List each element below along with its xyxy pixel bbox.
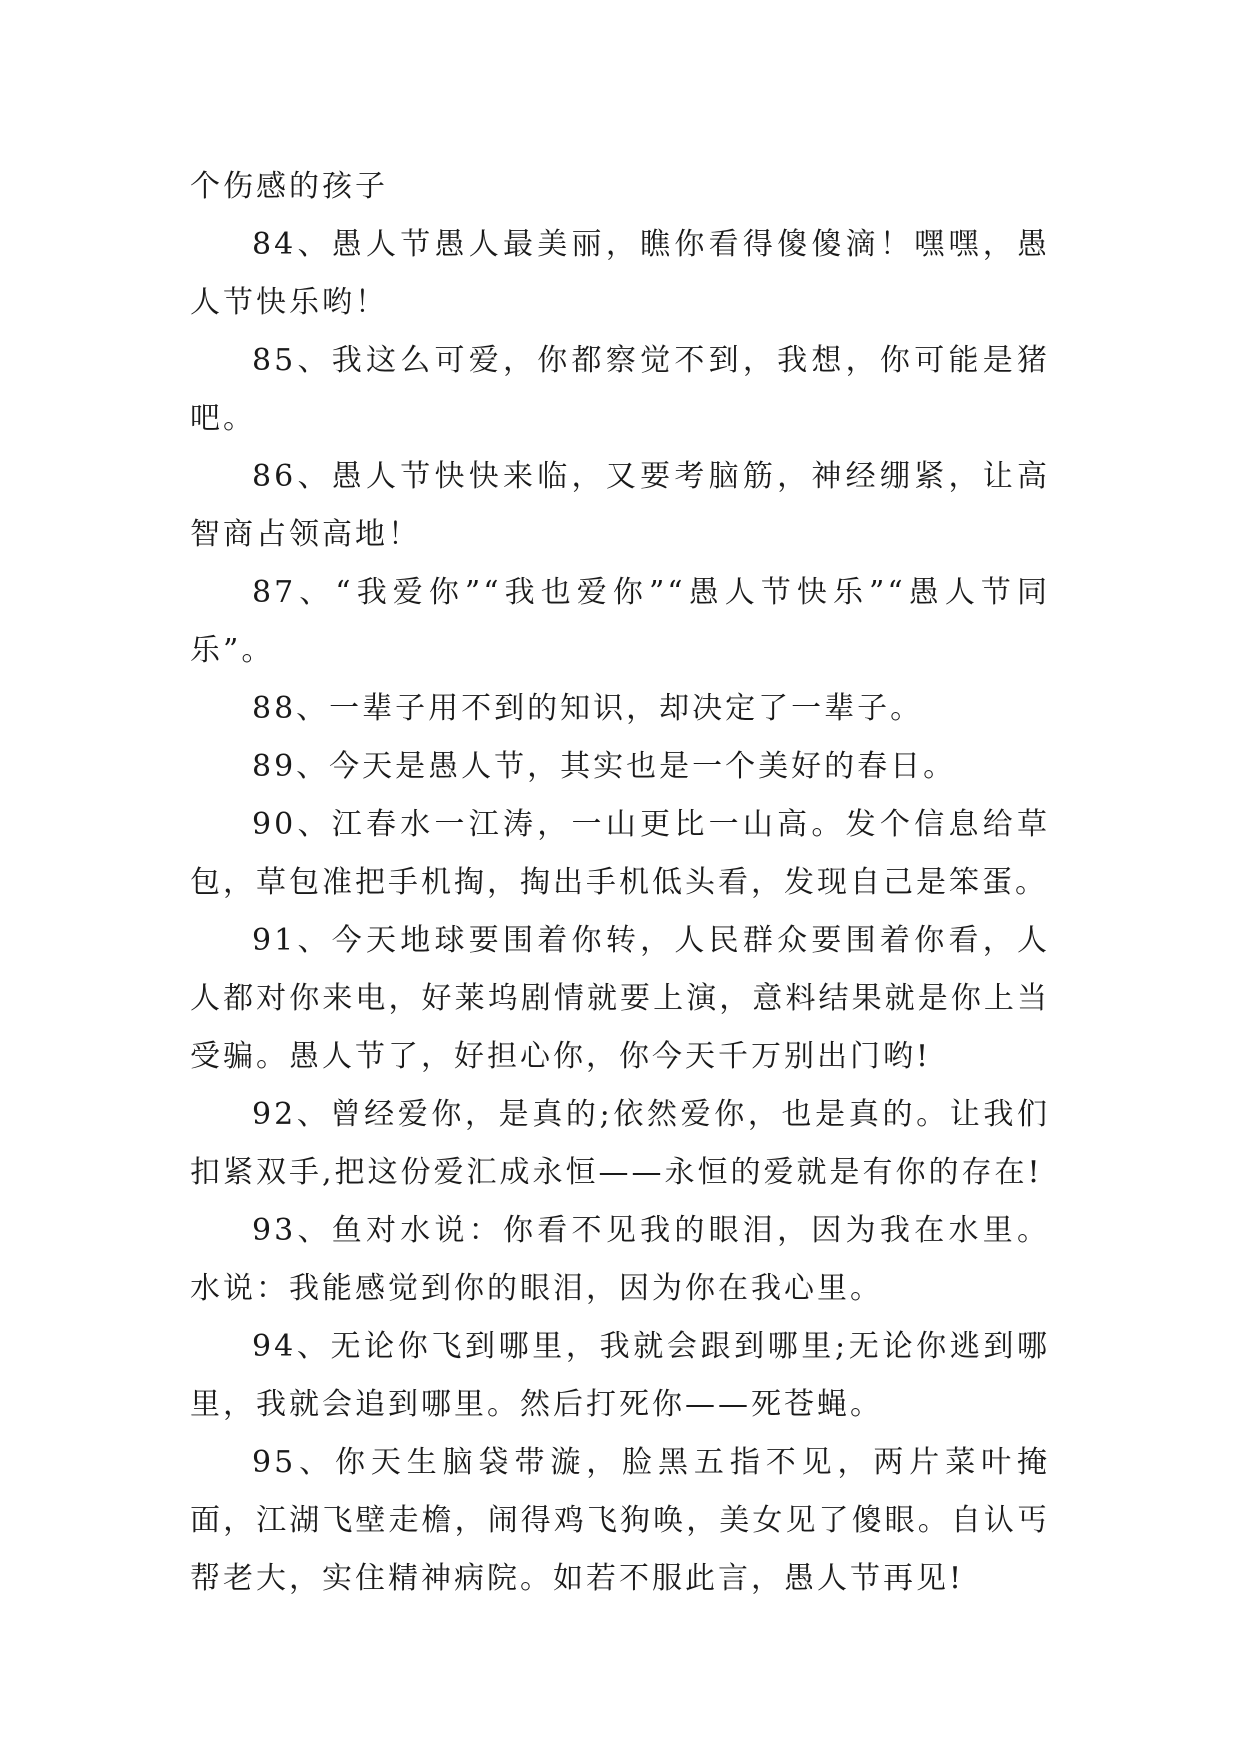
paragraph-88: 88、一辈子用不到的知识，却决定了一辈子。: [252, 691, 924, 726]
paragraph-89: 89、今天是愚人节，其实也是一个美好的春日。: [252, 749, 957, 784]
paragraph-94: 94、无论你飞到哪里，我就会跟到哪里;无论你逃到哪里，我就会追到哪里。然后打死你——死苍蝇。: [190, 1329, 1050, 1422]
document-body: [190, 158, 1050, 1608]
paragraph-86: 86、愚人节快快来临，又要考脑筋，神经绷紧，让高智商占领高地！: [190, 459, 1050, 552]
paragraph-85: 85、我这么可爱，你都察觉不到，我想，你可能是猪吧。: [190, 343, 1050, 436]
paragraph-95: 95、你天生脑袋带漩，脸黑五指不见，两片菜叶掩面，江湖飞壁走檐，闹得鸡飞狗唤，美女见了傻眼。自认丐帮老大，实住精神病院。如若不服此言，愚人节再见!: [190, 1445, 1050, 1596]
paragraph-91: 91、今天地球要围着你转，人民群众要围着你看，人人都对你来电，好莱坞剧情就要上演，意料结果就是你上当受骗。愚人节了，好担心你，你今天千万别出门哟!: [190, 923, 1050, 1074]
paragraph-continuation: 个伤感的孩子: [190, 169, 388, 204]
paragraph-84: 84、愚人节愚人最美丽，瞧你看得傻傻滴！嘿嘿，愚人节快乐哟！: [190, 227, 1050, 320]
paragraph-87: 87、“我爱你”“我也爱你”“愚人节快乐”“愚人节同乐”。: [190, 575, 1050, 668]
paragraph-92: 92、曾经爱你，是真的;依然爱你，也是真的。让我们扣紧双手,把这份爱汇成永恒——永恒的爱就是有你的存在!: [190, 1097, 1050, 1190]
paragraph-90: 90、江春水一江涛，一山更比一山高。发个信息给草包，草包准把手机掏，掏出手机低头看，发现自己是笨蛋。: [190, 807, 1050, 900]
paragraph-93: 93、鱼对水说：你看不见我的眼泪，因为我在水里。水说：我能感觉到你的眼泪，因为你在我心里。: [190, 1213, 1050, 1306]
